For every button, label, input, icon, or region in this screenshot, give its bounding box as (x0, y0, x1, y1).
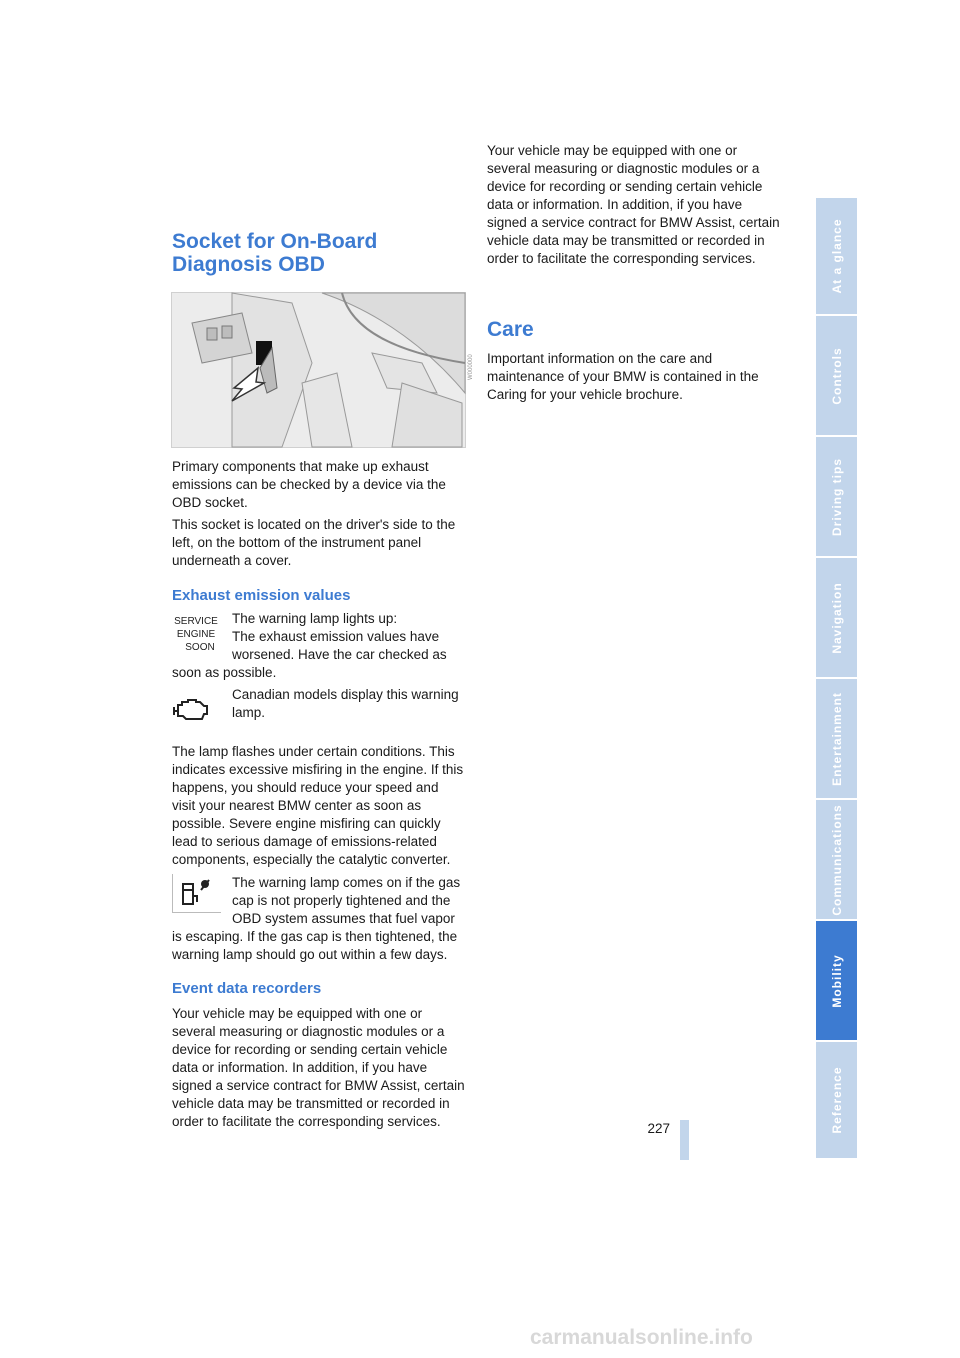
obd-socket-figure (171, 292, 466, 448)
tab-label: Navigation (829, 581, 844, 654)
icon-text-soon: SOON (185, 642, 215, 653)
page-number-bar (680, 1120, 689, 1160)
watermark: carmanualsonline.info (530, 1326, 753, 1349)
tab-reference[interactable] (816, 1042, 857, 1160)
obd-socket-illustration (172, 293, 465, 447)
heading-care: Care (487, 318, 534, 341)
paragraph-gas-cap-wrap (172, 874, 465, 964)
paragraph-event-col1 (172, 1005, 465, 1129)
heading-socket-obd: Socket for On-Board Diagnosis OBD (172, 230, 378, 276)
paragraph-canadian: Canadian models display this warning lamp. (232, 687, 459, 720)
heading-exhaust-emission: Exhaust emission values (172, 587, 351, 604)
paragraph-location: This socket is located on the driver's side to the left, on the bottom of the instrument panel underneath a cover. (172, 517, 456, 568)
paragraph-components: Primary components that make up exhaust emissions can be checked by a device via the OBD socket. (172, 459, 446, 510)
tab-label: Driving tips (829, 457, 844, 536)
tab-communications[interactable] (816, 800, 857, 921)
paragraph-event-continued: Your vehicle may be equipped with one or several measuring or diagnostic modules or a device for recording or sending certain vehicle data or information. In addition, if you have signed a service contract for BMW Assist, certain vehicle data may be transmitted or recorded in order to facilitate the corresponding services. (487, 143, 780, 266)
tab-label: Entertainment (829, 691, 844, 786)
paragraph-care: Important information on the care and maintenance of your BMW is contained in the Caring for your vehicle brochure. (487, 351, 759, 402)
tab-controls[interactable] (816, 316, 857, 437)
paragraph-warning-lamp-2: The exhaust emission values have worsened. Have the car checked as soon as possible. (172, 629, 447, 680)
tab-mobility[interactable] (816, 921, 857, 1042)
chapter-tabs (816, 198, 857, 1160)
heading-event-data-recorders: Event data recorders (172, 980, 322, 997)
check-engine-icon (172, 697, 212, 725)
icon-text-service: SERVICE (174, 616, 218, 627)
tab-label: At a glance (829, 218, 844, 294)
tab-at-a-glance[interactable] (816, 198, 857, 316)
page-number: 227 (647, 1121, 670, 1136)
tab-label: Reference (829, 1066, 844, 1134)
tab-navigation[interactable] (816, 558, 857, 679)
paragraph-gas-cap: The warning lamp comes on if the gas cap is not properly tightened and the OBD system assumes that fuel vapor is escaping. If the gas cap is then tightened, the warning lamp should go out within a few days. (172, 875, 461, 962)
paragraph-event-col2 (487, 143, 780, 286)
figure-code: W000000 (468, 354, 474, 380)
tab-label: Controls (829, 346, 844, 405)
paragraph-event: Your vehicle may be equipped with one or several measuring or diagnostic modules or a device for recording or sending certain vehicle data or information. In addition, if you have signed a service contract for BMW Assist, certain vehicle data may be transmitted or recorded in order to facilitate the corresponding services. (172, 1006, 465, 1129)
paragraph-warning-lamp-2-wrap (172, 628, 464, 682)
icon-text-engine: ENGINE (176, 629, 216, 640)
paragraph-warning-lamp-1: The warning lamp lights up: (232, 611, 398, 626)
tab-entertainment[interactable] (816, 679, 857, 800)
tab-label: Mobility (829, 953, 844, 1008)
paragraph-lamp-flashes: The lamp flashes under certain conditions. This indicates excessive misfiring in the engine. If this happens, you should reduce your speed and visit your nearest BMW center as soon as possible. Severe engine misfiring can quickly lead to serious damage of emissions-related components, especially the catalytic converter. (172, 744, 464, 867)
tab-label: Communications (829, 803, 844, 916)
tab-driving-tips[interactable] (816, 437, 857, 558)
